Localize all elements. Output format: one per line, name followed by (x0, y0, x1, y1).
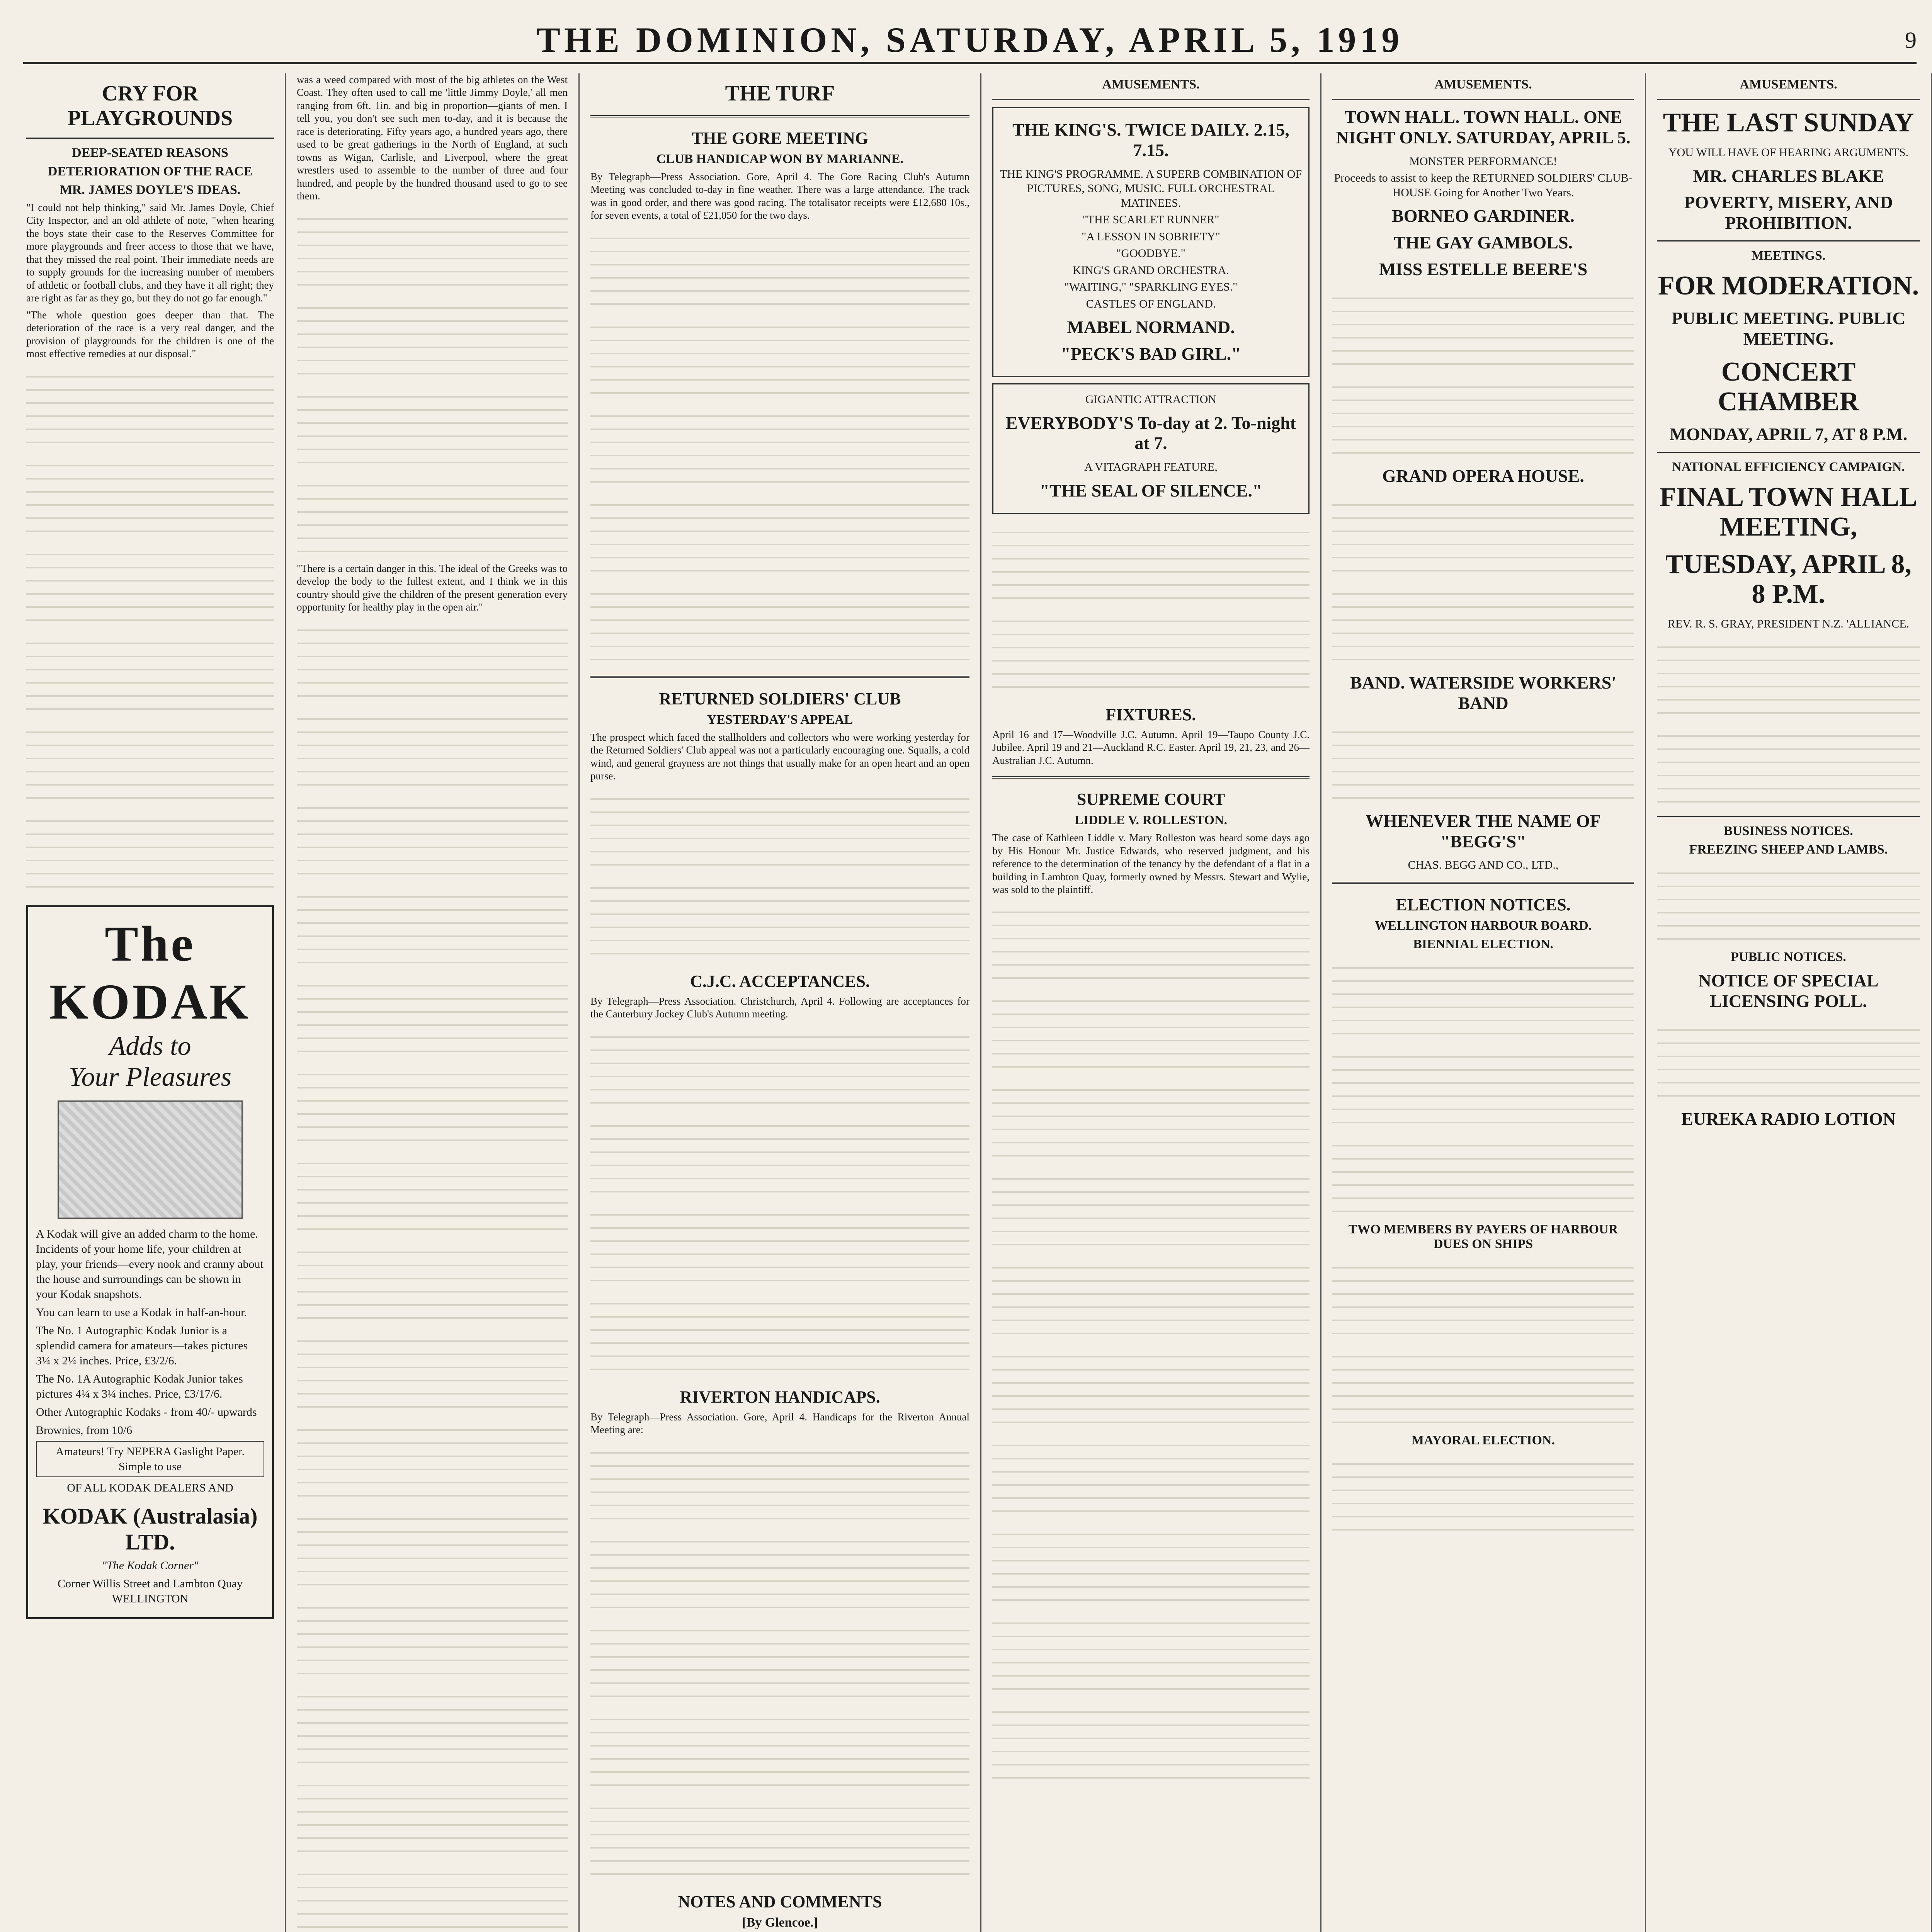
ad-concert-chamber: CONCERT CHAMBER (1718, 357, 1859, 417)
article-paragraph: The prospect which faced the stallholders and collectors who were working yesterday for the Returned Soldiers' Club appeal was not a particularly encouraging one. Squalls, a cold wind, and general grayness are not things that usually make for an open heart and an open purse. (590, 731, 969, 782)
ad-text: GIGANTIC ATTRACTION (1085, 393, 1217, 406)
column-6 (1646, 73, 1932, 1932)
article-paragraph: By Telegraph—Press Association. Gore, April 4. The Gore Racing Club's Autumn Meeting was concluded to-day in fine weather. There was a large attendance. The track was in good order, and there was good racing. The totalisator receipts were £12,680 10s., for seven events, a total of £21,050 for the two days. (590, 171, 969, 221)
subhead-deterioration: DETERIORATION OF THE RACE (48, 164, 253, 179)
kodak-text: OF ALL KODAK DEALERS AND (67, 1481, 233, 1494)
ad-heading: WHENEVER THE NAME OF "BEGG'S" (1366, 811, 1601, 851)
ad-text: MONSTER PERFORMANCE! (1409, 155, 1557, 168)
headline-court: SUPREME COURT (1077, 790, 1225, 809)
subhead: NATIONAL EFFICIENCY CAMPAIGN. (1672, 459, 1905, 474)
ad-heading: "PECK'S BAD GIRL." (1061, 344, 1241, 364)
section-amusements: AMUSEMENTS. (1740, 77, 1837, 92)
headline-riverton: RIVERTON HANDICAPS. (680, 1387, 880, 1406)
masthead (23, 15, 1917, 64)
ad-text: "WAITING," "SPARKLING EYES." (1064, 281, 1238, 294)
ad-text: CASTLES OF ENGLAND. (1086, 297, 1216, 310)
ad-text: KING'S GRAND ORCHESTRA. (1073, 264, 1229, 277)
headline-cjc: C.J.C. ACCEPTANCES. (690, 971, 870, 991)
kodak-tag: Your Pleasures (69, 1062, 231, 1092)
subhead: WELLINGTON HARBOUR BOARD. (1374, 918, 1592, 933)
column-1 (15, 73, 286, 1932)
subhead: CLUB HANDICAP WON BY MARIANNE. (656, 152, 904, 166)
ad-final-meeting: FINAL TOWN HALL MEETING, (1660, 482, 1917, 542)
column-5 (1321, 73, 1646, 1932)
ad-heading: MABEL NORMAND. (1067, 317, 1235, 337)
subhead: MAYORAL ELECTION. (1412, 1433, 1555, 1447)
section-amusements: AMUSEMENTS. (1102, 77, 1200, 92)
ad-heading: "THE SEAL OF SILENCE." (1039, 480, 1262, 500)
subhead-reasons: DEEP-SEATED REASONS (72, 146, 228, 160)
ad-heading: MISS ESTELLE BEERE'S (1379, 259, 1588, 279)
ad-heading: BORNEO GARDINER. (1392, 206, 1575, 226)
ad-text: A VITAGRAPH FEATURE, (1084, 461, 1218, 474)
ad-text: REV. R. S. GRAY, PRESIDENT N.Z. 'ALLIANCE. (1667, 617, 1910, 630)
ad-everybodys (992, 383, 1310, 514)
subhead: LIDDLE V. ROLLESTON. (1075, 813, 1227, 828)
ad-last-sunday: THE LAST SUNDAY (1663, 108, 1914, 138)
subhead: YESTERDAY'S APPEAL (707, 712, 853, 727)
kodak-title: The KODAK (49, 916, 251, 1030)
ad-moderation: FOR MODERATION. (1658, 271, 1919, 301)
section-public: PUBLIC NOTICES. (1731, 950, 1846, 964)
column-3 (580, 73, 981, 1932)
kodak-address: Corner Willis Street and Lambton Quay WELLINGTON (58, 1577, 243, 1605)
ad-heading: THE KING'S. TWICE DAILY. 2.15, 7.15. (1012, 120, 1289, 160)
article-paragraph: "I could not help thinking," said Mr. James Doyle, Chief City Inspector, and an old athlete of note, "when hearing the boys state their case to the Reserves Committee for more playgrounds and freer access to those that we have, that they missed the real point. Their immediate needs are to supply grounds for the increasing number of members of athletic or football clubs, and they have it all right; they are right as far as they go, but they do not go far enough." (26, 202, 274, 304)
kodak-brand: KODAK (Australasia) LTD. (43, 1503, 258, 1554)
ad-kings (992, 107, 1310, 377)
ad-heading: MONDAY, APRIL 7, AT 8 P.M. (1669, 424, 1908, 444)
column-2 (286, 73, 580, 1932)
ad-heading: MR. CHARLES BLAKE (1693, 166, 1884, 186)
article-paragraph: "There is a certain danger in this. The ideal of the Greeks was to develop the body to the fullest extent, and I think we in this country should give the children of the present generation every opportunity for healthy play in the open air." (297, 562, 568, 613)
ad-heading: POVERTY, MISERY, AND PROHIBITION. (1684, 192, 1893, 233)
ad-heading: TOWN HALL. TOWN HALL. ONE NIGHT ONLY. SATURDAY, APRIL 5. (1336, 107, 1631, 147)
masthead-title: THE DOMINION, SATURDAY, APRIL 5, 1919 (536, 20, 1403, 60)
kodak-text: The No. 1 Autographic Kodak Junior is a splendid camera for amateurs—takes pictures 3¼ x 2¼ inches. Price, £3/2/6. (36, 1324, 248, 1367)
kodak-text: A Kodak will give an added charm to the home. Incidents of your home life, your children at play, your friends—every nook and cranny about the house and surroundings can be shown in your Kodak snapshots. (36, 1227, 264, 1301)
kodak-tag: Adds to (109, 1031, 191, 1061)
ad-heading: GRAND OPERA HOUSE. (1382, 466, 1584, 486)
ad-text: Proceeds to assist to keep the RETURNED SOLDIERS' CLUB-HOUSE Going for Another Two Years. (1334, 172, 1633, 199)
kodak-text: "The Kodak Corner" (102, 1559, 199, 1572)
subhead: TWO MEMBERS BY PAYERS OF HARBOUR DUES ON SHIPS (1348, 1222, 1618, 1251)
headline-gore: THE GORE MEETING (691, 129, 869, 148)
article-paragraph: was a weed compared with most of the big athletes on the West Coast. They often used to call me 'little Jimmy Doyle,' all men ranging from 6ft. 1in. and big in proportion—giants of men. I tell you, you don't see such men to-day, and it is because the race is deteriorating. Fifty years ago, a hundred years ago, there used to be great gatherings in the North of England, at such towns as Wigan, Carlisle, and Liverpool, where the great wrestlers used to assemble to the number of three and four hundred, and people by the hundred thousand used to go to see them. (297, 74, 568, 202)
ad-tuesday: TUESDAY, APRIL 8, 8 P.M. (1665, 549, 1912, 609)
headline-notes: NOTES AND COMMENTS (678, 1892, 882, 1911)
kodak-text: Amateurs! Try NEPERA Gaslight Paper. Simple to use (36, 1441, 264, 1477)
ad-heading: EUREKA RADIO LOTION (1681, 1109, 1896, 1129)
subhead: [By Glencoe.] (742, 1915, 818, 1930)
column-4 (981, 73, 1321, 1932)
ad-text: "THE SCARLET RUNNER" (1082, 213, 1219, 226)
ad-text: "A LESSON IN SOBRIETY" (1082, 230, 1220, 243)
ad-heading: PUBLIC MEETING. PUBLIC MEETING. (1672, 308, 1905, 349)
section-amusements: AMUSEMENTS. (1434, 77, 1532, 92)
subhead: FREEZING SHEEP AND LAMBS. (1689, 842, 1888, 857)
article-paragraph: The case of Kathleen Liddle v. Mary Rolleston was heard some days ago by His Honour Mr. Justice Edwards, who reserved judgment, and his reference to the determination of the tenancy by the defendant of a flat in a building in Lambton Quay, formerly owned by Messrs. Stewart and Wylie, was sold to the plaintiff. (992, 832, 1310, 896)
section-turf: THE TURF (725, 82, 835, 105)
article-paragraph: By Telegraph—Press Association. Gore, April 4. Handicaps for the Riverton Annual Meeting are: (590, 1411, 969, 1436)
headline-soldiers-club: RETURNED SOLDIERS' CLUB (659, 689, 901, 708)
ad-heading: BAND. WATERSIDE WORKERS' BAND (1350, 672, 1616, 713)
ad-text: "GOODBYE." (1116, 247, 1185, 260)
ad-text: YOU WILL HAVE OF HEARING ARGUMENTS. (1668, 146, 1909, 159)
article-paragraph: "The whole question goes deeper than that. The deterioration of the race is a very real danger, and the provision of playgrounds for the children is one of the most effective remedies at our disposal." (26, 309, 274, 360)
article-paragraph: By Telegraph—Press Association. Christchurch, April 4. Following are acceptances for the Canterbury Jockey Club's Autumn meeting. (590, 995, 969, 1020)
ad-text: THE KING'S PROGRAMME. A SUPERB COMBINATION OF PICTURES, SONG, MUSIC. FULL ORCHESTRAL MATINEES. (1000, 167, 1302, 209)
headline-elections: ELECTION NOTICES. (1396, 895, 1571, 914)
page-number: 9 (1905, 27, 1917, 53)
headline-fixtures: FIXTURES. (1105, 705, 1196, 724)
article-paragraph: April 16 and 17—Woodville J.C. Autumn. April 19—Taupo County J.C. Jubilee. April 19 and 21—Auckland R.C. Easter. April 19, 21, 23, and 26—Australian J.C. Autumn. (992, 728, 1310, 766)
camera-illustration (58, 1100, 243, 1219)
subhead: BIENNIAL ELECTION. (1413, 937, 1553, 951)
ad-text: CHAS. BEGG AND CO., LTD., (1408, 859, 1559, 872)
ad-heading: NOTICE OF SPECIAL LICENSING POLL. (1698, 971, 1879, 1011)
section-business: BUSINESS NOTICES. (1724, 824, 1853, 838)
section-meetings: MEETINGS. (1751, 248, 1826, 263)
ad-heading: EVERYBODY'S To-day at 2. To-night at 7. (1005, 413, 1296, 453)
byline: MR. JAMES DOYLE'S IDEAS. (60, 183, 241, 197)
kodak-text: Other Autographic Kodaks - from 40/- upwards (36, 1405, 257, 1418)
kodak-text: Brownies, from 10/6 (36, 1423, 133, 1437)
kodak-advert (26, 905, 274, 1619)
kodak-text: You can learn to use a Kodak in half-an-hour. (36, 1306, 247, 1319)
kodak-text: The No. 1A Autographic Kodak Junior takes pictures 4¼ x 3¼ inches. Price, £3/17/6. (36, 1372, 243, 1400)
headline-playgrounds: CRY FOR PLAYGROUNDS (67, 82, 233, 130)
ad-heading: THE GAY GAMBOLS. (1393, 233, 1573, 253)
